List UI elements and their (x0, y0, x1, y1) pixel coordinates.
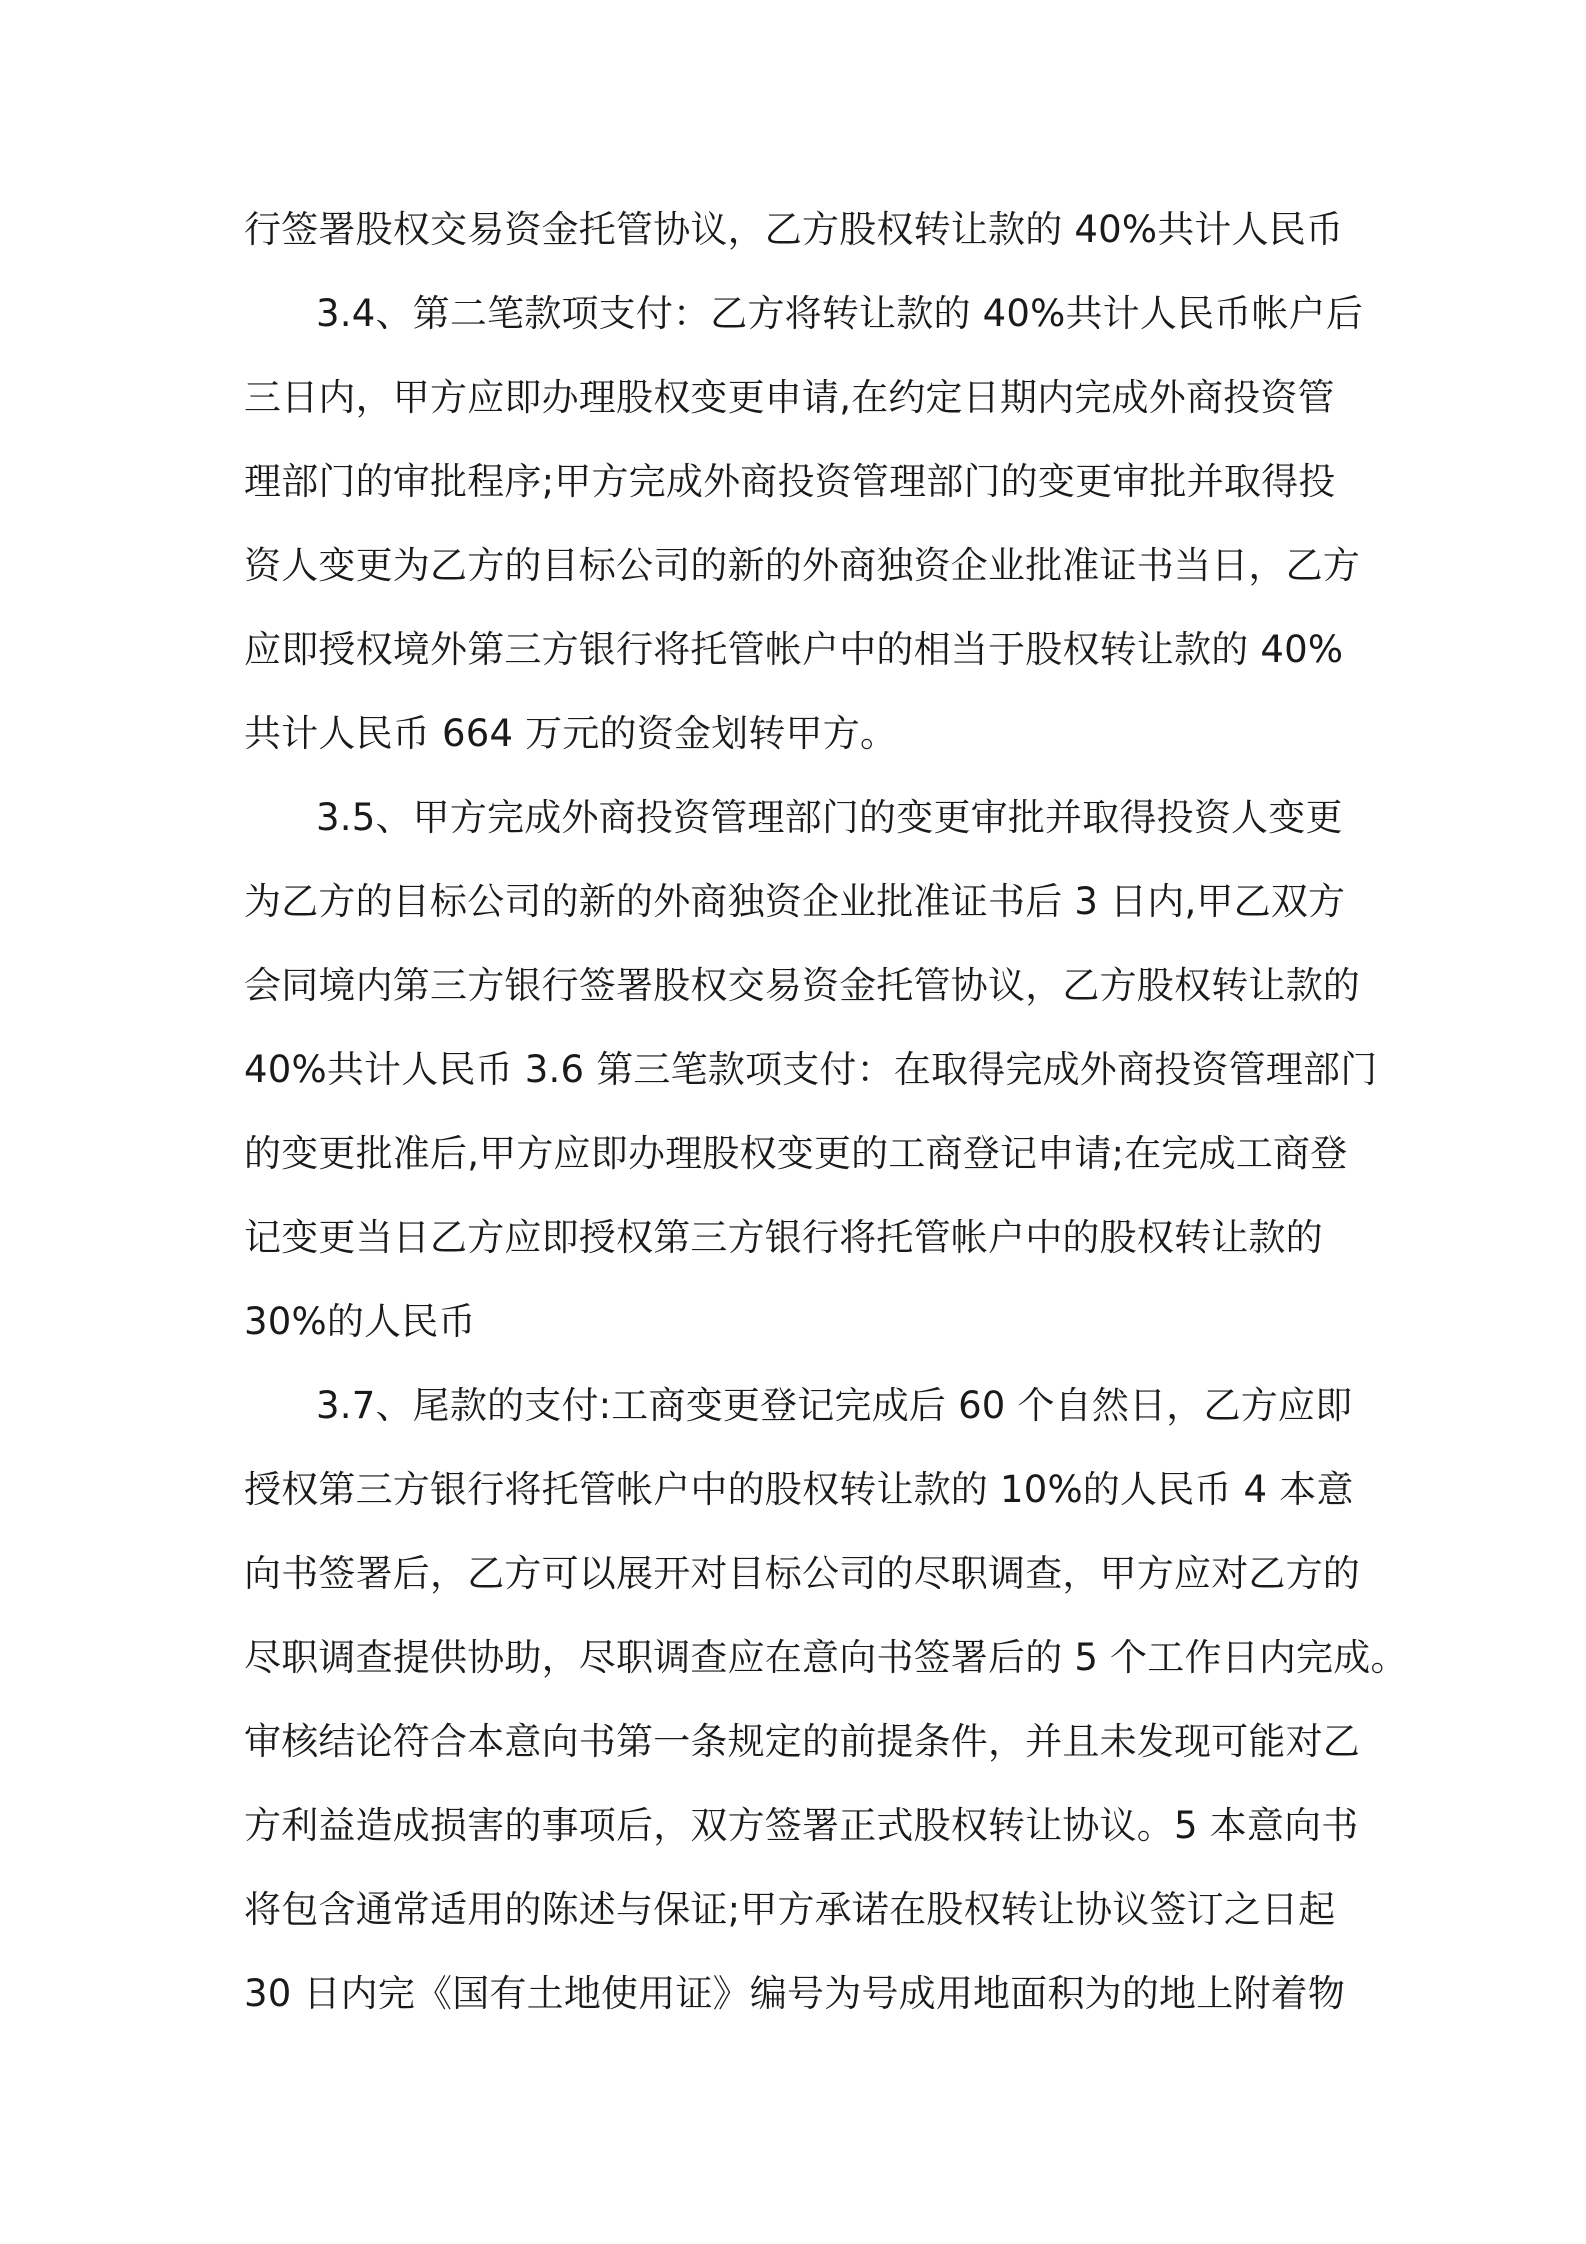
text-line: 应即授权境外第三方银行将托管帐户中的相当于股权转让款的 40% (244, 628, 1344, 671)
text-line: 行签署股权交易资金托管协议，乙方股权转让款的 40%共计人民币 (244, 208, 1344, 251)
text-line: 三日内，甲方应即办理股权变更申请,在约定日期内完成外商投资管 (244, 376, 1335, 419)
text-line: 30 日内完《国有土地使用证》编号为号成用地面积为的地上附着物 (244, 1972, 1346, 2015)
text-line: 3.7、尾款的支付:工商变更登记完成后 60 个自然日，乙方应即 (316, 1384, 1353, 1427)
text-line: 授权第三方银行将托管帐户中的股权转让款的 10%的人民币 4 本意 (244, 1468, 1354, 1511)
text-line: 资人变更为乙方的目标公司的新的外商独资企业批准证书当日，乙方 (244, 544, 1360, 587)
text-line: 共计人民币 664 万元的资金划转甲方。 (244, 712, 898, 755)
text-line: 理部门的审批程序;甲方完成外商投资管理部门的变更审批并取得投 (244, 460, 1336, 503)
text-line: 会同境内第三方银行签署股权交易资金托管协议，乙方股权转让款的 (244, 964, 1360, 1007)
text-line: 3.5、甲方完成外商投资管理部门的变更审批并取得投资人变更 (316, 796, 1343, 839)
text-line: 尽职调查提供协助，尽职调查应在意向书签署后的 5 个工作日内完成。 (244, 1636, 1408, 1679)
text-line: 方利益造成损害的事项后，双方签署正式股权转让协议。5 本意向书 (244, 1804, 1359, 1847)
text-line: 30%的人民币 (244, 1300, 476, 1343)
text-line: 记变更当日乙方应即授权第三方银行将托管帐户中的股权转让款的 (244, 1216, 1323, 1259)
text-line: 向书签署后，乙方可以展开对目标公司的尽职调查，甲方应对乙方的 (244, 1552, 1360, 1595)
text-line: 的变更批准后,甲方应即办理股权变更的工商登记申请;在完成工商登 (244, 1132, 1348, 1175)
text-line: 为乙方的目标公司的新的外商独资企业批准证书后 3 日内,甲乙双方 (244, 880, 1346, 923)
text-line: 审核结论符合本意向书第一条规定的前提条件，并且未发现可能对乙 (244, 1720, 1360, 1763)
text-line: 3.4、第二笔款项支付：乙方将转让款的 40%共计人民币帐户后 (316, 292, 1364, 335)
text-line: 40%共计人民币 3.6 第三笔款项支付：在取得完成外商投资管理部门 (244, 1048, 1378, 1091)
text-line: 将包含通常适用的陈述与保证;甲方承诺在股权转让协议签订之日起 (244, 1888, 1336, 1931)
